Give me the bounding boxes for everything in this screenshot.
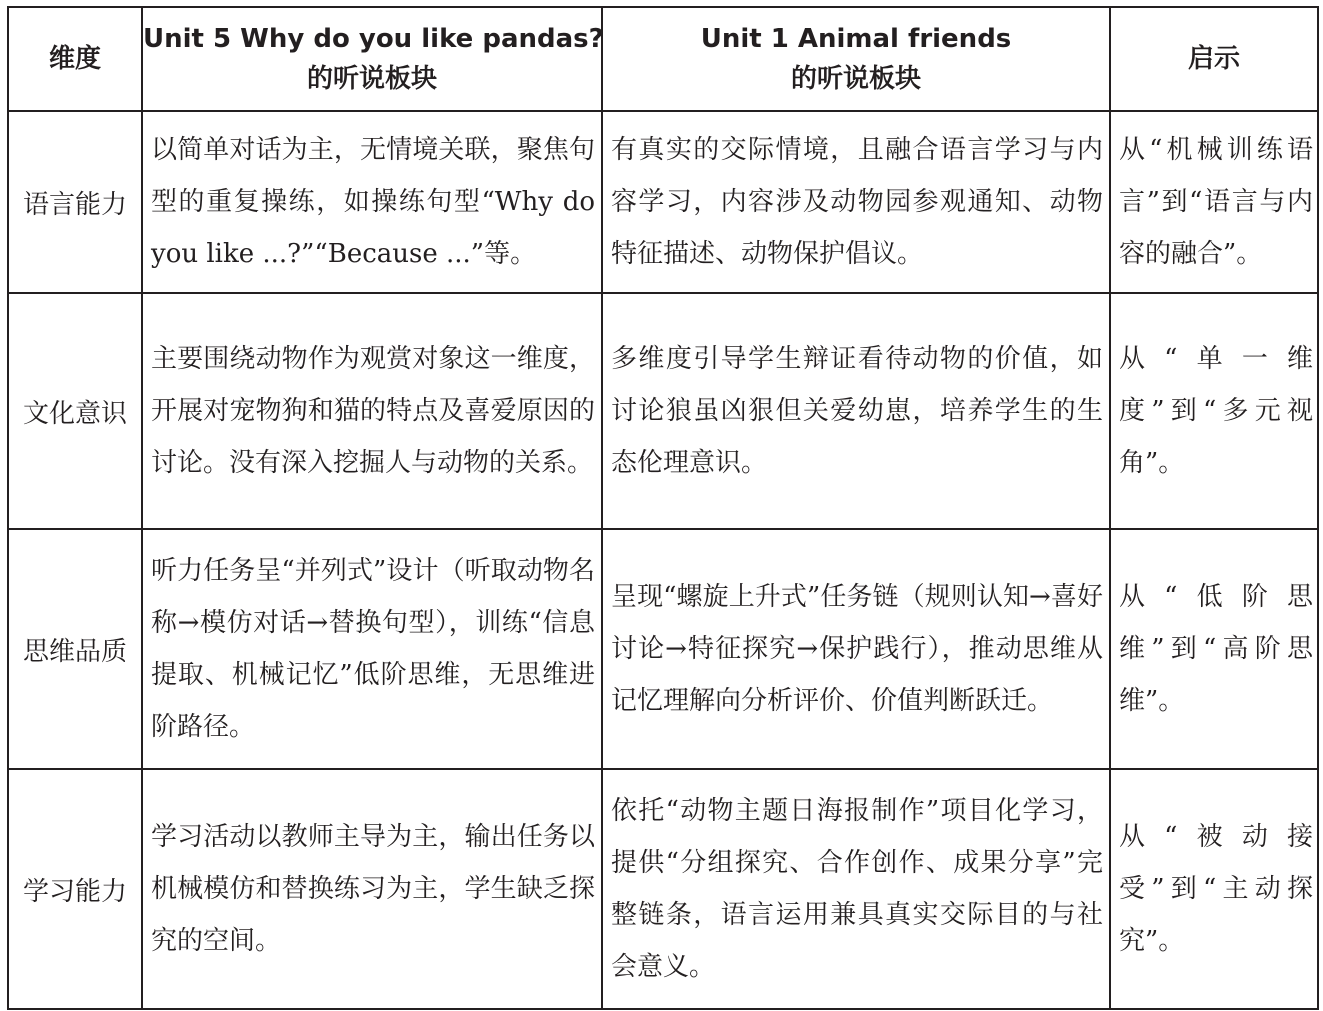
table-row <box>8 293 1318 529</box>
header-unit5 <box>142 7 602 111</box>
row-dimension: 学习能力 <box>8 769 142 1009</box>
table-row <box>8 529 1318 769</box>
row-dimension: 思维品质 <box>8 529 142 769</box>
table-row <box>8 111 1318 293</box>
header-dimension: 维度 <box>8 7 142 111</box>
comparison-table <box>7 6 1319 1010</box>
row-dimension: 文化意识 <box>8 293 142 529</box>
unit5-cell: 以简单对话为主，无情境关联，聚焦句型的重复操练，如操练句型“Why do you like ...?”“Because ...”等。 <box>142 111 602 293</box>
unit1-cell: 呈现“螺旋上升式”任务链（规则认知→喜好讨论→特征探究→保护践行），推动思维从记忆理解向分析评价、价值判断跃迁。 <box>602 529 1110 769</box>
insight-cell: 从“单一维度”到“多元视角”。 <box>1110 293 1318 529</box>
table-header-row <box>8 7 1318 111</box>
header-unit1-subtitle: 的听说板块 <box>790 64 921 94</box>
insight-cell: 从“被动接受”到“主动探究”。 <box>1110 769 1318 1009</box>
header-unit1-title: Unit 1 Animal friends <box>700 24 1012 54</box>
header-insight: 启示 <box>1110 7 1318 111</box>
insight-cell: 从“机械训练语言”到“语言与内容的融合”。 <box>1110 111 1318 293</box>
header-unit5-subtitle: 的听说板块 <box>306 64 437 94</box>
unit5-cell: 主要围绕动物作为观赏对象这一维度，开展对宠物狗和猫的特点及喜爱原因的讨论。没有深入挖掘人与动物的关系。 <box>142 293 602 529</box>
unit1-cell: 依托“动物主题日海报制作”项目化学习，提供“分组探究、合作创作、成果分享”完整链条，语言运用兼具真实交际目的与社会意义。 <box>602 769 1110 1009</box>
row-dimension: 语言能力 <box>8 111 142 293</box>
table-row <box>8 769 1318 1009</box>
header-unit1 <box>602 7 1110 111</box>
unit1-cell: 有真实的交际情境，且融合语言学习与内容学习，内容涉及动物园参观通知、动物特征描述、动物保护倡议。 <box>602 111 1110 293</box>
unit5-cell: 听力任务呈“并列式”设计（听取动物名称→模仿对话→替换句型），训练“信息提取、机械记忆”低阶思维，无思维进阶路径。 <box>142 529 602 769</box>
unit1-cell: 多维度引导学生辩证看待动物的价值，如讨论狼虽凶狠但关爱幼崽，培养学生的生态伦理意识。 <box>602 293 1110 529</box>
unit5-cell: 学习活动以教师主导为主，输出任务以机械模仿和替换练习为主，学生缺乏探究的空间。 <box>142 769 602 1009</box>
insight-cell: 从“低阶思维”到“高阶思维”。 <box>1110 529 1318 769</box>
header-unit5-title: Unit 5 Why do you like pandas? <box>143 24 604 54</box>
